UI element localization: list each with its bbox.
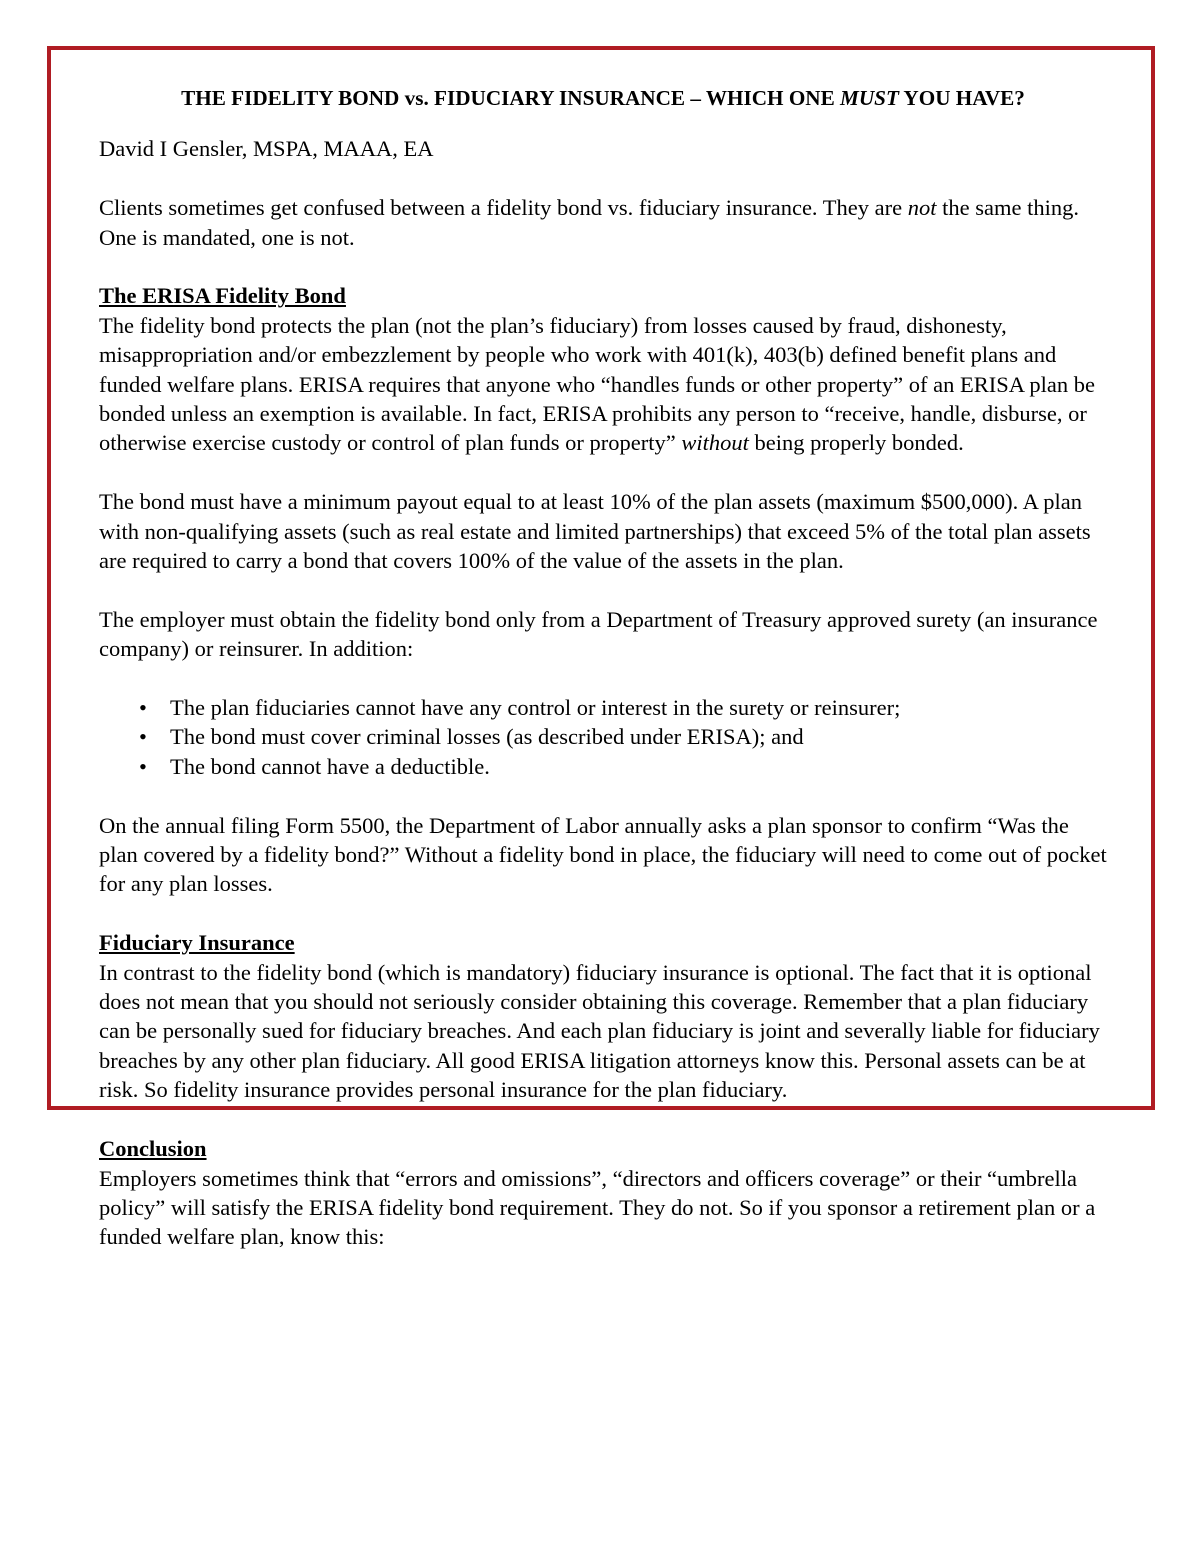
title-emphasis: MUST (840, 86, 899, 110)
author-line: David I Gensler, MSPA, MAAA, EA (99, 136, 434, 162)
bullet-icon: • (139, 753, 147, 779)
title-text-end: YOU HAVE? (898, 86, 1025, 110)
spacer (99, 575, 1109, 604)
spacer (99, 458, 1109, 487)
intro-paragraph (99, 193, 1109, 252)
list-item-text: The bond cannot have a deductible. (170, 753, 490, 779)
fidelity-bond-paragraph-1 (99, 311, 1109, 458)
paragraph-text-end: being properly bonded. (748, 430, 964, 456)
spacer (99, 899, 1109, 928)
fidelity-bond-paragraph-4: On the annual filing Form 5500, the Department of Labor annually asks a plan sponsor to confirm “Was the plan covered by a fidelity bond?” Without a fidelity bond in place, the fiduciary will need to come out of pocket for any plan losses. (99, 812, 1107, 897)
section-heading-fidelity-bond: The ERISA Fidelity Bond (99, 283, 346, 309)
conclusion-paragraph: Employers sometimes think that “errors and omissions”, “directors and officers coverage” or their “umbrella policy” will satisfy the ERISA fidelity bond requirement. They do not. So if you sponsor a retirement plan or a funded welfare plan, know this: (99, 1165, 1096, 1250)
title-text-start: THE FIDELITY BOND vs. FIDUCIARY INSURANCE – WHICH ONE (181, 86, 841, 110)
intro-text-end: the same thing. One is mandated, one is not. (99, 195, 1079, 250)
list-item-text: The plan fiduciaries cannot have any control or interest in the surety or reinsurer; (170, 695, 901, 721)
spacer (99, 164, 1109, 193)
spacer (99, 1105, 1109, 1134)
intro-emphasis: not (907, 195, 937, 221)
spacer (99, 781, 1109, 810)
paragraph-text-start: The fidelity bond protects the plan (not the plan’s fiduciary) from losses caused by fraud, dishonesty, misappropriation and/or embezzlement by people who work with 401(k), 403(b) defined benefit plans and funded welfare plans. ERISA requires that anyone who “handles funds or other property” of an ERISA plan be bonded unless an exemption is available. In fact, ERISA prohibits any person to “receive, handle, disburse, or otherwise exercise custody or control of plan funds or property” (99, 312, 1095, 456)
document-title (88, 84, 1118, 113)
bullet-icon: • (139, 695, 147, 721)
fidelity-bond-paragraph-2: The bond must have a minimum payout equal to at least 10% of the plan assets (maximum $500,000). A plan with non-qualifying assets (such as real estate and limited partnerships) that exceed 5% of the total plan assets are required to carry a bond that covers 100% of the value of the assets in the plan. (99, 489, 1091, 574)
spacer (99, 252, 1109, 281)
document-body (99, 84, 1109, 1252)
intro-text-start: Clients sometimes get confused between a fidelity bond vs. fiduciary insurance. They are (99, 195, 908, 221)
spacer (99, 664, 1109, 693)
list-item-text: The bond must cover criminal losses (as described under ERISA); and (170, 724, 804, 750)
requirements-list (99, 693, 1109, 781)
list-item (99, 693, 1109, 722)
section-heading-fiduciary-insurance: Fiduciary Insurance (99, 930, 295, 956)
paragraph-emphasis: without (681, 430, 749, 456)
fidelity-bond-paragraph-3: The employer must obtain the fidelity bond only from a Department of Treasury approved surety (an insurance company) or reinsurer. In addition: (99, 606, 1098, 662)
section-heading-conclusion: Conclusion (99, 1136, 207, 1162)
list-item (99, 752, 1109, 781)
list-item (99, 722, 1109, 751)
fiduciary-insurance-paragraph: In contrast to the fidelity bond (which is mandatory) fiduciary insurance is optional. The fact that it is optional does not mean that you should not seriously consider obtaining this coverage. Remember that a plan fiduciary can be personally sued for fiduciary breaches. And each plan fiduciary is joint and severally liable for fiduciary breaches by any other plan fiduciary. All good ERISA litigation attorneys know this. Personal assets can be at risk. So fidelity insurance provides personal insurance for the plan fiduciary. (99, 959, 1100, 1103)
bullet-icon: • (139, 724, 147, 750)
